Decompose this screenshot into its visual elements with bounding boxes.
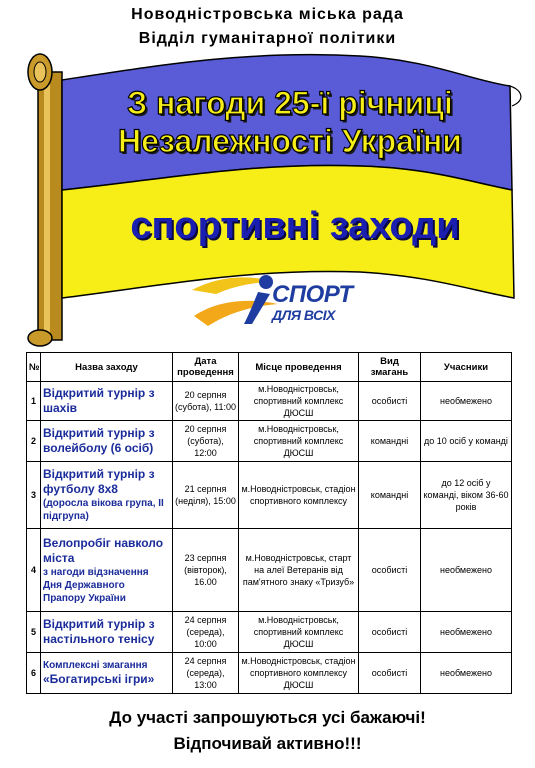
logo-text-for-all: ДЛЯ ВСІХ [272, 307, 335, 323]
cell-date: 20 серпня (субота), 12:00 [173, 421, 239, 462]
cell-type: особисті [359, 612, 421, 653]
col-header-participants: Учасники [421, 353, 512, 382]
event-name: Відкритий турнір з волейболу (6 осіб) [43, 426, 155, 455]
event-name-line-2: «Богатирські ігри» [43, 672, 155, 686]
cell-name [41, 382, 173, 421]
banner-title-line-2: Незалежності України [118, 123, 462, 159]
event-name: Відкритий турнір з шахів [43, 386, 155, 415]
cell-place: м.Новодністровськ, стадіон спортивного комплексу [239, 462, 359, 529]
cell-name [41, 612, 173, 653]
cell-place: м.Новодністровськ, спортивний комплекс ДЮСШ [239, 612, 359, 653]
col-header-name: Назва заходу [41, 353, 173, 382]
cell-type: командні [359, 421, 421, 462]
cell-num: 4 [27, 529, 41, 612]
flag-pole-highlight [44, 72, 50, 340]
table-row [27, 653, 512, 694]
table-row [27, 382, 512, 421]
table-row [27, 421, 512, 462]
cell-date: 24 серпня (середа), 10:00 [173, 612, 239, 653]
cell-num: 3 [27, 462, 41, 529]
cell-type: особисті [359, 653, 421, 694]
pole-top-scroll-inner [34, 62, 46, 82]
cell-num: 2 [27, 421, 41, 462]
table-row [27, 612, 512, 653]
event-name: Відкритий турнір з настільного тенісу [43, 617, 155, 646]
cell-place: м.Новодністровськ, стадіон спортивного комплексу ДЮСШ [239, 653, 359, 694]
cell-place: м.Новодністровськ, старт на алеї Ветеранів від пам'ятного знаку «Тризуб» [239, 529, 359, 612]
cell-name [41, 462, 173, 529]
event-name: Комплексні змагання [43, 660, 148, 671]
col-header-num: № [27, 353, 41, 382]
footer-invitation: До участі запрошуються усі бажаючі! [109, 708, 426, 727]
cell-participants: до 10 осіб у команді [421, 421, 512, 462]
header-line-1: Новодністровська міська рада [131, 6, 404, 23]
banner-subtitle: спортивні заходи [130, 205, 460, 247]
cell-name [41, 653, 173, 694]
table-row [27, 462, 512, 529]
cell-date: 23 серпня (вівторок), 16.00 [173, 529, 239, 612]
event-name-note: з нагоди відзначення Дня Державного Прапору України [43, 566, 149, 604]
table-row [27, 529, 512, 612]
header-line-2: Відділ гуманітарної політики [138, 30, 397, 47]
cell-date: 24 серпня (середа), 13:00 [173, 653, 239, 694]
cell-num: 1 [27, 382, 41, 421]
cell-participants: необмежено [421, 529, 512, 612]
banner-title-line-1: З нагоди 25-ї річниці [127, 85, 453, 121]
cell-place: м.Новодністровськ, спортивний комплекс ДЮСШ [239, 382, 359, 421]
cell-date: 20 серпня (субота), 11:00 [173, 382, 239, 421]
cell-participants: до 12 осіб у команді, віком 36-60 років [421, 462, 512, 529]
footer-slogan: Відпочивай активно!!! [173, 734, 362, 753]
cell-date: 21 серпня (неділя), 15:00 [173, 462, 239, 529]
cell-participants: необмежено [421, 653, 512, 694]
events-table [26, 352, 512, 694]
event-name-note: (доросла вікова група, ІІ підгрупа) [43, 498, 164, 522]
col-header-date: Дата проведення [173, 353, 239, 382]
col-header-type: Вид змагань [359, 353, 421, 382]
logo-head [259, 275, 273, 289]
logo-text-sport: СПОРТ [272, 281, 353, 308]
pole-bottom-scroll [28, 330, 52, 346]
cell-participants: необмежено [421, 612, 512, 653]
cell-place: м.Новодністровськ, спортивний комплекс ДЮСШ [239, 421, 359, 462]
cell-num: 5 [27, 612, 41, 653]
cell-name [41, 421, 173, 462]
col-header-place: Місце проведення [239, 353, 359, 382]
cell-name [41, 529, 173, 612]
flag-curl [510, 86, 521, 106]
cell-type: особисті [359, 382, 421, 421]
cell-type: командні [359, 462, 421, 529]
cell-participants: необмежено [421, 382, 512, 421]
cell-num: 6 [27, 653, 41, 694]
event-name: Відкритий турнір з футболу 8х8 [43, 467, 155, 496]
logo-swoosh-bottom [194, 301, 278, 326]
cell-type: особисті [359, 529, 421, 612]
event-name: Велопробіг навколо міста [43, 535, 164, 565]
table-header-row [27, 353, 512, 382]
